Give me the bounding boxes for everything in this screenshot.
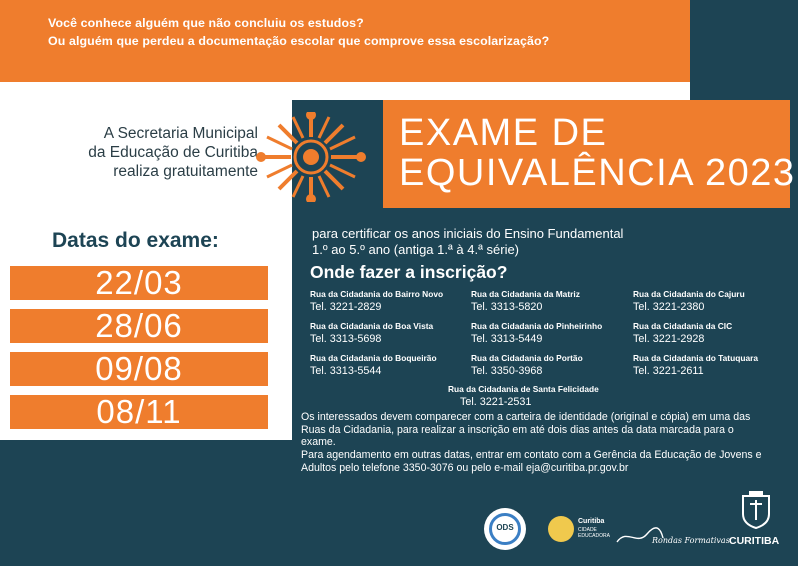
location-tel: Tel. 3221-2531 — [460, 396, 532, 408]
location-name: Rua da Cidadania do Boqueirão — [310, 353, 437, 363]
ods-label: ODS — [496, 523, 514, 532]
secretaria-line-3: realiza gratuitamente — [113, 163, 258, 180]
subtitle-line-1: para certificar os anos iniciais do Ensino Fundamental — [312, 226, 624, 241]
subtitle-line-2: 1.º ao 5.º ano (antiga 1.ª à 4.ª série) — [312, 242, 520, 257]
location-tel: Tel. 3221-2829 — [310, 301, 382, 313]
location-name: Rua da Cidadania do Cajuru — [633, 289, 745, 299]
dates-heading: Datas do exame: — [52, 229, 219, 252]
location-tel: Tel. 3221-2380 — [633, 301, 705, 313]
location-tel: Tel. 3221-2611 — [633, 365, 704, 377]
rondas-formativas-label: Rondas Formativas — [652, 536, 730, 545]
location-name: Rua da Cidadania da Matriz — [471, 289, 580, 299]
exam-date-3: 09/08 — [10, 352, 268, 386]
curitiba-educadora-line-2: CIDADE — [578, 527, 597, 533]
location-name: Rua da Cidadania do Pinheirinho — [471, 321, 603, 331]
curitiba-city-label: CURITIBA — [729, 535, 780, 547]
sunburst-emblem-icon — [255, 112, 367, 202]
location-tel: Tel. 3313-5820 — [471, 301, 543, 313]
exam-date-1: 22/03 — [10, 266, 268, 300]
location-tel: Tel. 3313-5449 — [471, 333, 543, 345]
curitiba-crest-icon — [735, 490, 777, 530]
divider-strip — [292, 82, 690, 100]
location-name: Rua da Cidadania do Portão — [471, 353, 583, 363]
exam-date-4: 08/11 — [10, 395, 268, 429]
exam-date-2: 28/06 — [10, 309, 268, 343]
title-line-2: EQUIVALÊNCIA 2023 — [399, 152, 796, 194]
title-box — [383, 100, 796, 208]
location-tel: Tel. 3221-2928 — [633, 333, 705, 345]
secretaria-text — [58, 124, 258, 181]
location-tel: Tel. 3350-3968 — [471, 365, 543, 377]
location-name: Rua da Cidadania do Bairro Novo — [310, 289, 444, 299]
banner-question-1: Você conhece alguém que não concluiu os estudos? — [48, 16, 364, 30]
secretaria-line-1: A Secretaria Municipal — [103, 125, 258, 142]
info-paragraph-1: Os interessados devem comparecer com a carteira de identidade (original e cópia) em uma das Ruas da Cidadania, para realizar a inscrição em até dois dias antes da data marcada para o exame. — [301, 411, 751, 448]
curitiba-educadora-icon — [548, 516, 574, 542]
banner-question-2: Ou alguém que perdeu a documentação escolar que comprove essa escolarização? — [48, 34, 550, 48]
top-banner — [0, 0, 690, 82]
location-tel: Tel. 3313-5698 — [310, 333, 382, 345]
location-name: Rua da Cidadania do Tatuquara — [633, 353, 759, 363]
title-line-1: EXAME DE — [399, 112, 608, 154]
location-name: Rua da Cidadania do Boa Vista — [310, 321, 434, 331]
secretaria-line-2: da Educação de Curitiba — [88, 144, 258, 161]
curitiba-educadora-line-3: EDUCADORA — [578, 533, 610, 539]
ods-logo — [484, 508, 526, 550]
inscricao-heading: Onde fazer a inscrição? — [310, 262, 508, 282]
location-tel: Tel. 3313-5544 — [310, 365, 382, 377]
location-name: Rua da Cidadania da CIC — [633, 321, 733, 331]
info-paragraph-2: Para agendamento em outras datas, entrar em contato com a Gerência da Educação de Jovens e Adultos pelo telefone 3350-3076 ou pelo e-mail eja@curitiba.pr.gov.br — [301, 449, 762, 474]
curitiba-educadora-line-1: Curitiba — [578, 518, 605, 525]
location-name: Rua da Cidadania de Santa Felicidade — [448, 384, 599, 394]
